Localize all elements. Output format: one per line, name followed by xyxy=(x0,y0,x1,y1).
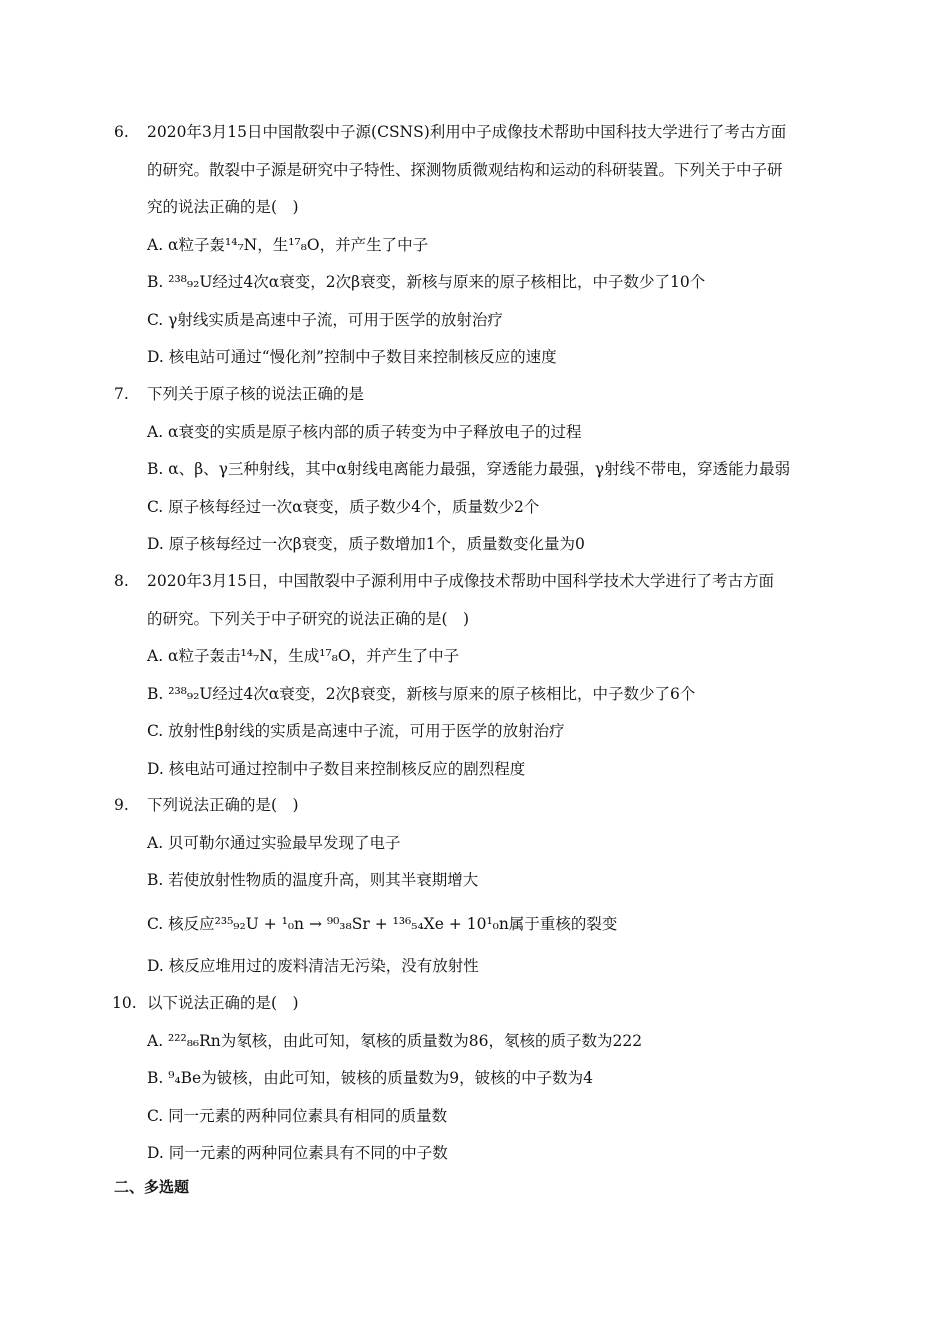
stem-line: 下列说法正确的是( ) xyxy=(147,796,299,814)
question-9 xyxy=(114,787,854,985)
option-d: D. 原子核每经过一次β衰变，质子数增加1个，质量数变化量为0 xyxy=(147,535,585,553)
option-b: B. 若使放射性物质的温度升高，则其半衰期增大 xyxy=(147,871,479,889)
option-a: A. ²²²₈₆Rn为氡核，由此可知，氡核的质量数为86，氡核的质子数为222 xyxy=(147,1031,643,1050)
option-d: D. 核反应堆用过的废料清洁无污染，没有放射性 xyxy=(147,956,479,975)
question-stem xyxy=(147,787,854,825)
option-b: B. α、β、γ三种射线，其中α射线电离能力最强，穿透能力最强，γ射线不带电，穿透能力最弱 xyxy=(147,460,791,478)
stem-line: 2020年3月15日，中国散裂中子源利用中子成像技术帮助中国科学技术大学进行了考古方面 xyxy=(147,572,775,590)
question-6 xyxy=(114,114,854,377)
section-title: 二、多选题 xyxy=(114,1178,190,1196)
question-10 xyxy=(114,985,854,1173)
question-number: 7. xyxy=(114,385,129,403)
question-stem xyxy=(147,376,854,414)
option-c: C. 同一元素的两种同位素具有相同的质量数 xyxy=(147,1106,448,1125)
option-b: B. ²³⁸₉₂U经过4次α衰变，2次β衰变，新核与原来的原子核相比，中子数少了10个 xyxy=(147,273,706,291)
option-d: D. 核电站可通过控制中子数目来控制核反应的剧烈程度 xyxy=(147,759,526,778)
stem-line: 以下说法正确的是( ) xyxy=(147,994,299,1012)
option-c: C. 放射性β射线的实质是高速中子流，可用于医学的放射治疗 xyxy=(147,722,565,740)
question-7 xyxy=(114,376,854,564)
question-number: 6. xyxy=(114,123,129,141)
option-c: C. 核反应²³⁵₉₂U + ¹₀n → ⁹⁰₃₈Sr + ¹³⁶₅₄Xe + 10¹₀n属于重核的裂变 xyxy=(147,914,618,933)
question-stem xyxy=(147,114,854,227)
option-b: B. ⁹₄Be为铍核，由此可知，铍核的质量数为9，铍核的中子数为4 xyxy=(147,1069,593,1087)
option-d: D. 同一元素的两种同位素具有不同的中子数 xyxy=(147,1144,448,1162)
question-stem xyxy=(147,563,854,638)
option-a: A. α粒子轰¹⁴₇N，生¹⁷₈O，并产生了中子 xyxy=(147,235,429,254)
question-number: 8. xyxy=(114,572,129,590)
option-b: B. ²³⁸₉₂U经过4次α衰变，2次β衰变，新核与原来的原子核相比，中子数少了6个 xyxy=(147,684,696,703)
stem-line: 下列关于原子核的说法正确的是 xyxy=(147,385,365,403)
question-stem xyxy=(147,985,854,1023)
option-c: C. 原子核每经过一次α衰变，质子数少4个，质量数少2个 xyxy=(147,497,540,516)
option-a: A. α粒子轰击¹⁴₇N，生成¹⁷₈O，并产生了中子 xyxy=(147,647,460,665)
question-8 xyxy=(114,563,854,788)
option-c: C. γ射线实质是高速中子流，可用于医学的放射治疗 xyxy=(147,310,503,329)
option-d: D. 核电站可通过“慢化剂”控制中子数目来控制核反应的速度 xyxy=(147,348,557,366)
question-number: 10. xyxy=(112,994,137,1012)
stem-line: 的研究。散裂中子源是研究中子特性、探测物质微观结构和运动的科研装置。下列关于中子研 xyxy=(147,160,783,179)
stem-line: 究的说法正确的是( ) xyxy=(147,198,299,216)
option-a: A. α衰变的实质是原子核内部的质子转变为中子释放电子的过程 xyxy=(147,422,582,441)
stem-line: 2020年3月15日中国散裂中子源(CSNS)利用中子成像技术帮助中国科技大学进行了考古方面 xyxy=(147,123,787,141)
option-a: A. 贝可勒尔通过实验最早发现了电子 xyxy=(147,833,401,852)
question-number: 9. xyxy=(114,796,129,814)
stem-line: 的研究。下列关于中子研究的说法正确的是( ) xyxy=(147,609,470,628)
